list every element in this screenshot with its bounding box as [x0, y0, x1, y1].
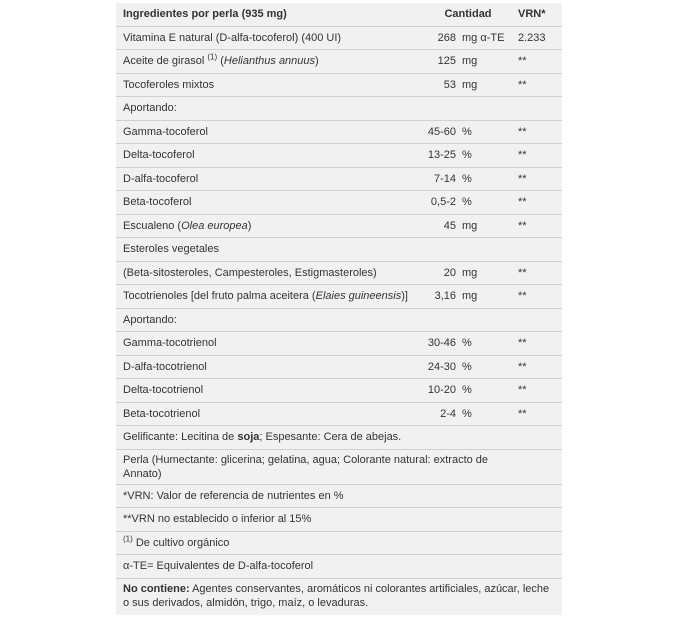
note-text: Gelificante: Lecitina de	[123, 431, 238, 444]
table-row	[116, 120, 562, 144]
ingredient-name-part: Escualeno (	[123, 219, 182, 232]
ingredient-amount: 53	[416, 73, 460, 97]
ingredient-vrn: 2.233	[514, 26, 562, 50]
allergen-highlight: soja	[237, 431, 260, 444]
table-row	[116, 167, 562, 191]
ingredient-unit: %	[460, 191, 514, 215]
ingredient-amount: 0,5-2	[416, 191, 460, 215]
note-row	[116, 426, 562, 450]
table-row	[116, 261, 562, 285]
note-vrn-not-established: **VRN no establecido o inferior al 15%	[116, 508, 562, 532]
ingredient-amount: 13-25	[416, 144, 460, 168]
table-row	[116, 144, 562, 168]
ingredient-amount: 20	[416, 261, 460, 285]
ingredient-name-part: )]	[401, 290, 408, 303]
ingredient-name: Delta-tocotrienol	[116, 379, 416, 403]
ingredient-name: D-alfa-tocotrienol	[116, 355, 416, 379]
ingredient-name: (Beta-sitosteroles, Campesteroles, Estigmasteroles)	[116, 261, 416, 285]
table-row	[116, 238, 562, 262]
ingredient-vrn: **	[514, 50, 562, 74]
ingredient-amount: 10-20	[416, 379, 460, 403]
ingredient-amount: 3,16	[416, 285, 460, 309]
header-ingredient: Ingredientes por perla (935 mg)	[123, 8, 287, 21]
note-alpha-te: α-TE= Equivalentes de D-alfa-tocoferol	[116, 555, 562, 579]
footnote-marker: (1)	[123, 534, 133, 544]
ingredient-amount: 268	[416, 26, 460, 50]
ingredient-name: Aportando:	[116, 308, 416, 332]
ingredient-amount: 45-60	[416, 120, 460, 144]
note-vrn: *VRN: Valor de referencia de nutrientes en %	[116, 484, 562, 508]
table-row	[116, 97, 562, 121]
ingredient-name-part: )	[315, 55, 319, 68]
ingredient-name: Gamma-tocotrienol	[116, 332, 416, 356]
ingredient-vrn: **	[514, 120, 562, 144]
note-row	[116, 508, 562, 532]
ingredient-amount: 7-14	[416, 167, 460, 191]
ingredient-name: Beta-tocotrienol	[116, 402, 416, 426]
note-row	[116, 578, 562, 615]
note-row	[116, 484, 562, 508]
table-row	[116, 355, 562, 379]
note-text: Agentes conservantes, aromáticos ni colorantes artificiales, azúcar, leche o sus derivados, almidón, trigo, maíz, o levaduras.	[123, 582, 550, 609]
ingredient-name: Gamma-tocoferol	[116, 120, 416, 144]
table-row	[116, 332, 562, 356]
ingredient-unit: mg	[460, 261, 514, 285]
table-row	[116, 191, 562, 215]
footnote-marker: (1)	[207, 52, 218, 62]
note-row	[116, 555, 562, 579]
ingredient-amount: 2-4	[416, 402, 460, 426]
note-text: ; Espesante: Cera de abejas.	[259, 431, 402, 444]
table-row	[116, 285, 562, 309]
table-row	[116, 379, 562, 403]
ingredient-amount: 30-46	[416, 332, 460, 356]
note-perla: Perla (Humectante: glicerina; gelatina, agua; Colorante natural: extracto de Annato)	[116, 449, 562, 484]
ingredient-name: Tocoferoles mixtos	[116, 73, 416, 97]
ingredient-vrn: **	[514, 167, 562, 191]
table-row	[116, 402, 562, 426]
ingredient-name-part: )	[247, 219, 252, 232]
ingredient-unit: mg	[460, 73, 514, 97]
ingredient-name	[116, 285, 416, 309]
ingredient-unit: mg α-TE	[460, 26, 514, 50]
ingredient-vrn: **	[514, 402, 562, 426]
ingredient-name-part: Aceite de girasol	[123, 55, 208, 68]
ingredient-name: Beta-tocoferol	[116, 191, 416, 215]
ingredient-unit: %	[460, 402, 514, 426]
ingredient-name: Esteroles vegetales	[116, 238, 416, 262]
table-row	[116, 73, 562, 97]
ingredient-vrn: **	[514, 332, 562, 356]
nutrition-table	[116, 3, 562, 615]
ingredient-name: Aportando:	[116, 97, 416, 121]
ingredient-unit: mg	[460, 50, 514, 74]
no-contiene-label: No contiene:	[123, 582, 190, 595]
ingredient-amount: 45	[416, 214, 460, 238]
ingredient-name: Delta-tocoferol	[116, 144, 416, 168]
ingredient-vrn: **	[514, 379, 562, 403]
ingredient-unit: %	[460, 144, 514, 168]
note-row	[116, 531, 562, 555]
note-organic	[116, 531, 562, 555]
nutrition-table-container	[116, 3, 562, 615]
ingredient-unit: %	[460, 379, 514, 403]
note-gelificante	[116, 426, 562, 450]
ingredient-vrn: **	[514, 144, 562, 168]
latin-name: Elaies guineensis	[315, 290, 402, 303]
ingredient-unit: mg	[460, 214, 514, 238]
latin-name: Olea europea	[181, 219, 248, 232]
ingredient-name-part: (	[217, 55, 224, 68]
ingredient-vrn: **	[514, 355, 562, 379]
ingredient-unit: mg	[460, 285, 514, 309]
note-row	[116, 449, 562, 484]
ingredient-vrn: **	[514, 214, 562, 238]
ingredient-name: D-alfa-tocoferol	[116, 167, 416, 191]
ingredient-vrn: **	[514, 191, 562, 215]
ingredient-unit: %	[460, 167, 514, 191]
ingredient-unit: %	[460, 120, 514, 144]
ingredient-name	[116, 214, 416, 238]
header-amount: Cantidad	[444, 8, 492, 21]
ingredient-name: Vitamina E natural (D-alfa-tocoferol) (400 UI)	[116, 26, 416, 50]
header-vrn: VRN*	[518, 8, 546, 21]
ingredient-amount: 125	[416, 50, 460, 74]
note-no-contiene	[116, 578, 562, 615]
note-text: De cultivo orgánico	[132, 536, 230, 549]
ingredient-amount: 24-30	[416, 355, 460, 379]
ingredient-unit: %	[460, 332, 514, 356]
table-header-row	[116, 3, 562, 26]
ingredient-vrn: **	[514, 261, 562, 285]
latin-name: Helianthus annuus	[223, 55, 316, 68]
table-row	[116, 50, 562, 74]
ingredient-vrn: **	[514, 73, 562, 97]
ingredient-name	[116, 50, 416, 74]
table-row	[116, 214, 562, 238]
table-row	[116, 26, 562, 50]
table-row	[116, 308, 562, 332]
ingredient-name-part: Tocotrienoles [del fruto palma aceitera (	[123, 290, 316, 303]
ingredient-unit: %	[460, 355, 514, 379]
ingredient-vrn: **	[514, 285, 562, 309]
